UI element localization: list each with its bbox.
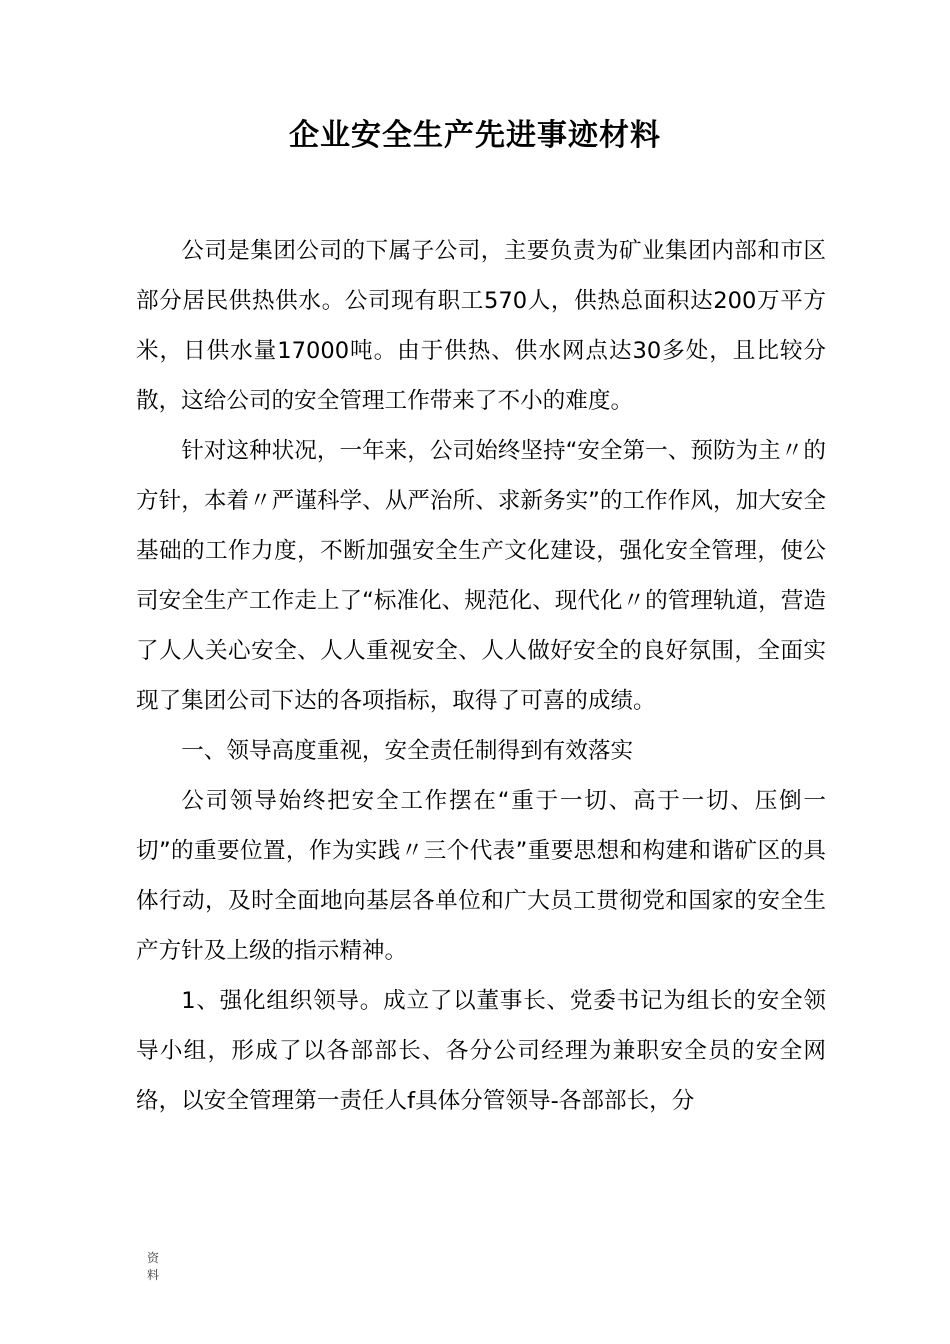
footer-mark: 资料 [147,1251,160,1282]
paragraph-company-intro: 公司是集团公司的下属子公司，主要负责为矿业集团内部和市区部分居民供热供水。公司现有职工570人，供热总面积达200万平方米，日供水量17000吨。由于供热、供水网点达30多处，且比较分散，这给公司的安全管理工作带来了不小的难度。 [136,238,826,414]
document-title: 企业安全生产先进事迹材料 [289,118,661,153]
paragraph-organization: 1、强化组织领导。成立了以董事长、党委书记为组长的安全领导小组，形成了以各部部长、各分公司经理为兼职安全员的安全网络，以安全管理第一责任人f具体分管领导-各部部长，分 [136,988,826,1114]
paragraph-safety-policy: 针对这种状况，一年来，公司始终坚持“安全第一、预防为主〃的方针，本着〃严谨科学、从严治所、求新务实”的工作作风，加大安全基础的工作力度，不断加强安全生产文化建设，强化安全管理，使公司安全生产工作走上了“标准化、规范化、现代化〃的管理轨道，营造了人人关心安全、人人重视安全、人人做好安全的良好氛围，全面实现了集团公司下达的各项指标，取得了可喜的成绩。 [136,438,826,714]
document-body [136,226,826,1126]
paragraph-leadership: 公司领导始终把安全工作摆在“重于一切、高于一切、压倒一切”的重要位置，作为实践〃三个代表”重要思想和构建和谐矿区的具体行动，及时全面地向基层各单位和广大员工贯彻党和国家的安全生产方针及上级的指示精神。 [136,788,826,964]
section-heading-leadership: 一、领导高度重视，安全责任制得到有效落实 [181,738,634,764]
